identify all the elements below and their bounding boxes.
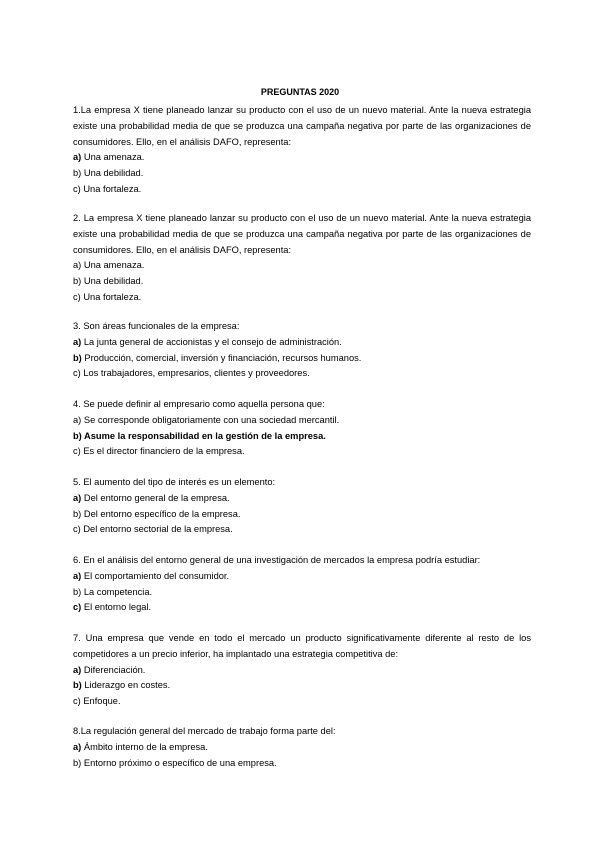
option-b: b) Producción, comercial, inversión y financiación, recursos humanos. [73,352,362,363]
option-c: c) Los trabajadores, empresarios, clientes y proveedores. [73,368,310,379]
option-a: a) La junta general de accionistas y el consejo de administración. [73,336,342,347]
option-a: a) Ámbito interno de la empresa. [73,741,208,752]
question-5 [73,475,531,538]
question-text: 5. El aumento del tipo de interés es un elemento: [73,477,276,487]
option-a: a) Diferenciación. [73,664,146,675]
question-text: 6. En el análisis del entorno general de una investigación de mercados la empresa podría estudiar: [73,555,481,565]
question-1 [73,103,531,198]
option-a: a) Del entorno general de la empresa. [73,492,230,503]
option-c: c) El entorno legal. [73,602,152,613]
question-3 [73,319,531,382]
option-b: b) Una debilidad. [73,168,144,179]
option-a: a) Se corresponde obligatoriamente con una sociedad mercantil. [73,414,340,425]
page-title: PREGUNTAS 2020 [260,87,340,97]
question-7 [73,631,531,710]
option-b: b) Entorno próximo o específico de una empresa. [73,757,277,768]
option-a: a) Una amenaza. [73,260,145,271]
option-a: a) Una amenaza. [73,152,145,163]
option-b: b) Una debilidad. [73,276,144,287]
question-8 [73,724,531,771]
option-b: b) La competencia. [73,586,153,597]
question-2 [73,211,531,306]
question-text: 3. Son áreas funcionales de la empresa: [73,321,240,331]
question-text: 8.La regulación general del mercado de trabajo forma parte del: [73,726,336,736]
option-c: c) Una fortaleza. [73,291,142,302]
question-text: 4. Se puede definir al empresario como aquella persona que: [73,399,325,409]
option-b: b) Asume la responsabilidad en la gestión de la empresa. [73,430,326,441]
option-a: a) El comportamiento del consumidor. [73,570,230,581]
option-c: c) Una fortaleza. [73,183,142,194]
option-b: b) Del entorno específico de la empresa. [73,508,241,519]
option-b: b) Liderazgo en costes. [73,680,171,691]
question-text: 1.La empresa X tiene planeado lanzar su producto con el uso de un nuevo material. Ante la nueva estrategia existe una probabilidad media de que se produzca una campaña negativa por parte de las organizaciones de consumidores. Ello, en el análisis DAFO, representa: [73,105,531,147]
question-text: 7. Una empresa que vende en todo el mercado un producto significativamente diferente al resto de los competidores a un precio inferior, ha implantado una estrategia competitiva de: [73,633,531,659]
question-6 [73,553,531,616]
option-c: c) Enfoque. [73,696,121,707]
question-4 [73,397,531,460]
option-c: c) Es el director financiero de la empresa. [73,446,245,457]
question-text: 2. La empresa X tiene planeado lanzar su producto con el uso de un nuevo material. Ante la nueva estrategia existe una probabilidad media de que se produzca una campaña negativa por parte de las organizaciones de consumidores. Ello, en el análisis DAFO, representa: [73,213,531,255]
option-c: c) Del entorno sectorial de la empresa. [73,524,233,535]
